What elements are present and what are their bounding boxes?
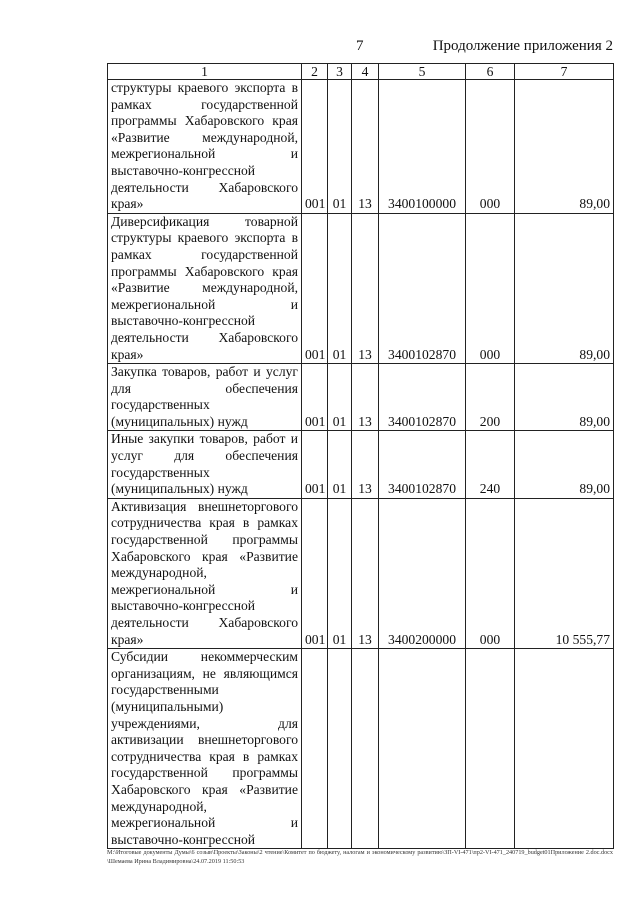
table-row [108,649,614,849]
description-line: «Развитие международной, [111,129,298,145]
table-row [108,498,614,648]
description-line: сотрудничества края в рамках [111,748,298,764]
ministry-code: 001 [302,213,328,363]
subsection-code: 13 [352,431,379,498]
expense-type-code: 000 [466,80,515,214]
expense-type-code: 000 [466,498,515,648]
description-line: межрегиональной и [111,146,298,162]
description-line: организациям, не являющимся [111,665,298,681]
column-header: 5 [379,64,466,80]
description-line: деятельности Хабаровского [111,179,298,195]
description-line: структуры краевого экспорта в [111,230,298,246]
description-line: края» [111,196,144,212]
column-header: 6 [466,64,515,80]
amount-value: 89,00 [515,80,614,214]
ministry-code: 001 [302,431,328,498]
description-line: рамках государственной [111,96,298,112]
description-line: выставочно-конгрессной [111,162,256,178]
description-line: рамках государственной [111,246,298,262]
amount-value: 10 555,77 [515,498,614,648]
description-line: международной, [111,565,207,581]
column-header: 2 [302,64,328,80]
row-description [108,649,302,849]
subsection-code: 13 [352,364,379,431]
row-description [108,213,302,363]
description-line: (муниципальными) [111,698,224,714]
description-line: международной, [111,798,207,814]
description-line: края» [111,346,144,362]
table-row [108,431,614,498]
description-line: выставочно-конгрессной [111,598,256,614]
amount-value: 89,00 [515,364,614,431]
description-line: Иные закупки товаров, работ и [111,431,298,447]
expense-type-code [466,649,515,849]
expense-type-code: 000 [466,213,515,363]
subsection-code [352,649,379,849]
target-article-code: 3400102870 [379,431,466,498]
section-code: 01 [328,213,352,363]
budget-table [107,63,614,849]
expense-type-code: 240 [466,431,515,498]
description-line: Субсидии некоммерческим [111,649,298,665]
ministry-code: 001 [302,364,328,431]
section-code [328,649,352,849]
table-row [108,364,614,431]
description-line: края» [111,631,144,647]
description-line: для обеспечения [111,380,298,396]
amount-value [515,649,614,849]
description-line: государственных [111,464,210,480]
section-code: 01 [328,498,352,648]
target-article-code: 3400102870 [379,364,466,431]
section-code: 01 [328,364,352,431]
description-line: межрегиональной и [111,815,298,831]
ministry-code: 001 [302,80,328,214]
description-line: государственными [111,682,219,698]
table-row [108,213,614,363]
document-path-footer: М:\Итоговые документы Думы\6 созыв\Проекты\Законы\2 чтение\Комитет по бюджету, налогам и экономическому развитию\ЗП-VI-471\пр2-VI-471_240719_budget01Приложение 2.doc.docx\Шемаева Ирина Владимировна\24.07.2019 11:50:53 [107,849,613,865]
page-number: 7 [356,38,364,54]
target-article-code: 3400102870 [379,213,466,363]
amount-value: 89,00 [515,213,614,363]
column-header: 7 [515,64,614,80]
row-description [108,80,302,214]
subsection-code: 13 [352,80,379,214]
column-header: 4 [352,64,379,80]
row-description [108,498,302,648]
description-line: Закупка товаров, работ и услуг [111,364,298,380]
amount-value: 89,00 [515,431,614,498]
description-line: учреждениями, для [111,715,298,731]
description-line: сотрудничества края в рамках [111,515,298,531]
description-line: государственной программы [111,765,298,781]
column-header: 3 [328,64,352,80]
description-line: (муниципальных) нужд [111,481,248,497]
description-line: программы Хабаровского края [111,113,298,129]
description-line: программы Хабаровского края [111,263,298,279]
table-header-row [108,64,614,80]
description-line: Диверсификация товарной [111,213,298,229]
subsection-code: 13 [352,213,379,363]
row-description [108,431,302,498]
target-article-code: 3400200000 [379,498,466,648]
description-line: деятельности Хабаровского [111,329,298,345]
description-line: межрегиональной и [111,581,298,597]
subsection-code: 13 [352,498,379,648]
description-line: активизации внешнеторгового [111,732,298,748]
description-line: деятельности Хабаровского [111,615,298,630]
target-article-code: 3400100000 [379,80,466,214]
description-line: «Развитие международной, [111,280,298,296]
description-line: государственных [111,397,210,413]
ministry-code: 001 [302,498,328,648]
description-line: межрегиональной и [111,296,298,312]
description-line: структуры краевого экспорта в [111,80,298,95]
description-line: государственной программы [111,532,298,548]
continuation-label: Продолжение приложения 2 [432,38,613,54]
section-code: 01 [328,431,352,498]
description-line: (муниципальных) нужд [111,413,248,429]
table-row [108,80,614,214]
ministry-code [302,649,328,849]
target-article-code [379,649,466,849]
section-code: 01 [328,80,352,214]
description-line: Хабаровского края «Развитие [111,548,298,564]
description-line: Хабаровского края «Развитие [111,781,298,797]
description-line: выставочно-конгрессной [111,831,256,847]
row-description [108,364,302,431]
description-line: Активизация внешнеторгового [111,498,298,514]
description-line: услуг для обеспечения [111,448,298,464]
expense-type-code: 200 [466,364,515,431]
column-header: 1 [108,64,302,80]
description-line: выставочно-конгрессной [111,313,256,329]
